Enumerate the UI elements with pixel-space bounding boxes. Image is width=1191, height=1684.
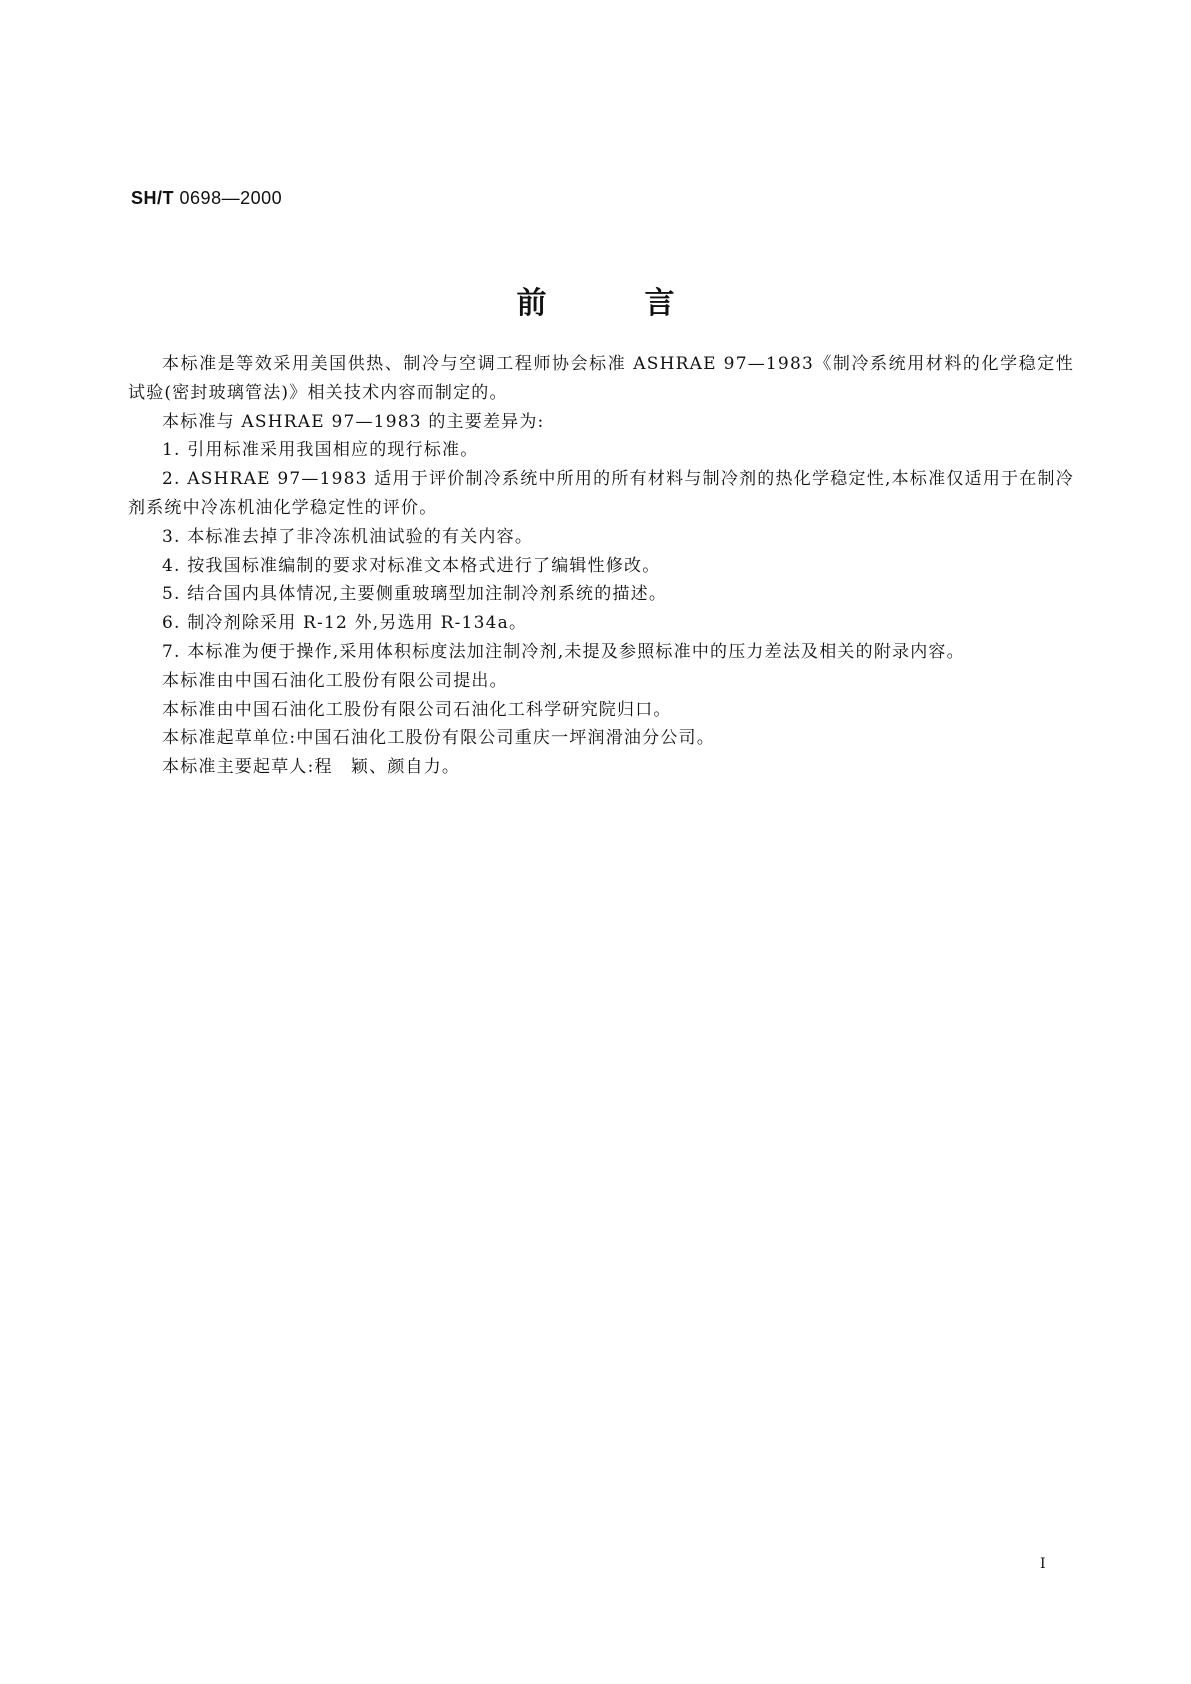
- paragraph-drafting-unit: 本标准起草单位:中国石油化工股份有限公司重庆一坪润滑油分公司。: [162, 728, 715, 749]
- standard-code: 0698—2000: [179, 188, 283, 208]
- page-number: I: [1040, 1556, 1046, 1572]
- paragraph-differences-intro: 本标准与 ASHRAE 97—1983 的主要差异为:: [162, 411, 545, 432]
- list-item-7: 7. 本标准为便于操作,采用体积标度法加注制冷剂,未提及参照标准中的压力差法及相关的附录内容。: [162, 641, 965, 662]
- list-item-3: 3. 本标准去掉了非冷冻机油试验的有关内容。: [162, 526, 534, 547]
- standard-number: [131, 188, 282, 209]
- list-item-5: 5. 结合国内具体情况,主要侧重玻璃型加注制冷剂系统的描述。: [162, 584, 668, 605]
- list-item-6: 6. 制冷剂除采用 R-12 外,另选用 R-134a。: [162, 613, 528, 634]
- list-item-2: 2. ASHRAE 97—1983 适用于评价制冷系统中所用的所有材料与制冷剂的热化学稳定性,本标准仅适用于在制冷剂系统中冷冻机油化学稳定性的评价。: [128, 469, 1074, 518]
- paragraph-proposer: 本标准由中国石油化工股份有限公司提出。: [162, 670, 508, 691]
- title-char-2: 言: [644, 286, 675, 321]
- foreword-body: [128, 350, 1074, 782]
- list-item-1: 1. 引用标准采用我国相应的现行标准。: [162, 440, 479, 461]
- title-char-1: 前: [516, 286, 547, 321]
- paragraph-adoption: 本标准是等效采用美国供热、制冷与空调工程师协会标准 ASHRAE 97—1983《制冷系统用材料的化学稳定性试验(密封玻璃管法)》相关技术内容而制定的。: [128, 354, 1074, 403]
- paragraph-administrator: 本标准由中国石油化工股份有限公司石油化工科学研究院归口。: [162, 699, 672, 720]
- paragraph-drafters: 本标准主要起草人:程 颖、颜自力。: [162, 757, 461, 778]
- page-title: [0, 278, 1191, 322]
- list-item-4: 4. 按我国标准编制的要求对标准文本格式进行了编辑性修改。: [162, 555, 661, 576]
- standard-prefix: SH/T: [131, 188, 175, 208]
